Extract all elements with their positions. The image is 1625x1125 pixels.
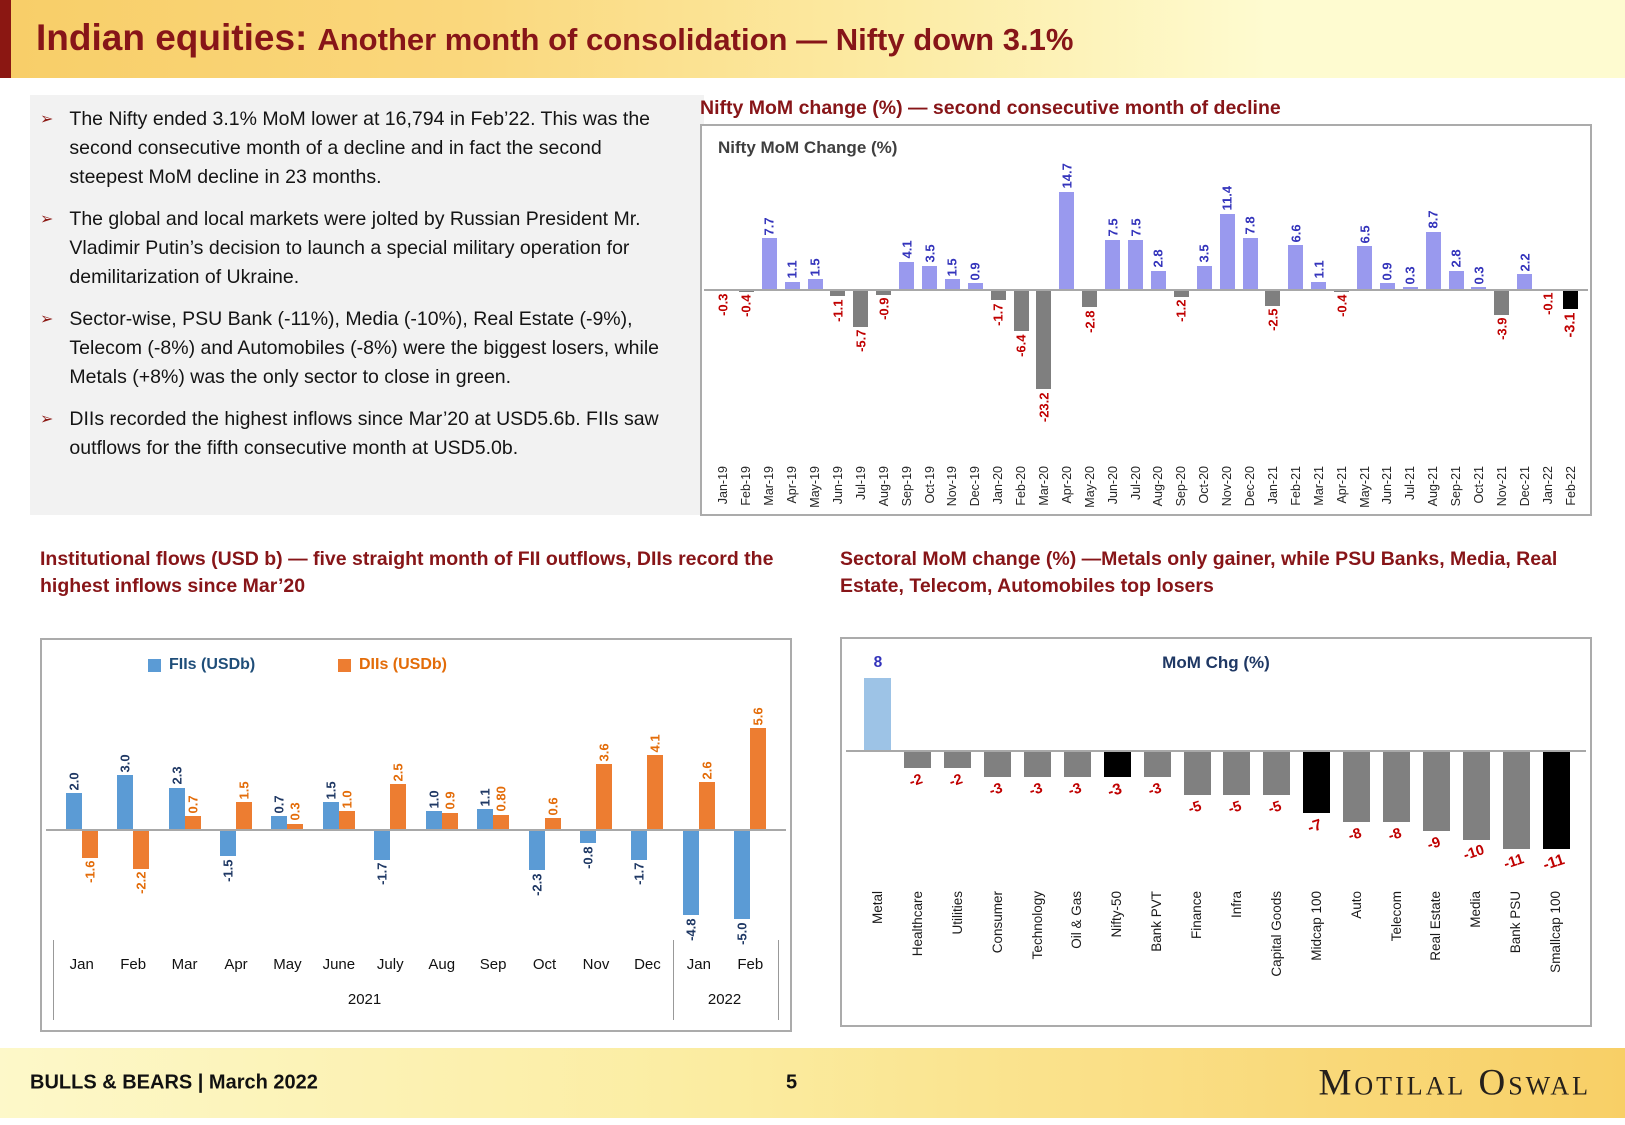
x-axis-label: Finance: [1189, 891, 1205, 940]
bar-value-label: -11: [1541, 851, 1567, 874]
nifty-chart-header: Nifty MoM change (%) — second consecutive month of decline: [700, 97, 1281, 119]
x-axis-label: Dec-20: [1243, 466, 1258, 507]
nifty-chart-title: Nifty MoM Change (%): [718, 138, 898, 157]
bar-value-label: -7: [1305, 816, 1324, 837]
bar: [1311, 282, 1326, 289]
bar: [1036, 289, 1051, 389]
arrow-bullet-icon: ➢: [40, 211, 54, 228]
sector-chart-title: MoM Chg (%): [1162, 653, 1270, 672]
bar-value-label: 1.0: [426, 789, 442, 808]
bullet-item: [40, 405, 668, 463]
bar-value-label: -3: [1026, 780, 1045, 800]
bar: [1423, 750, 1450, 831]
bar-value-label: 2.0: [66, 771, 82, 790]
x-axis-label: Dec-21: [1517, 466, 1532, 507]
bar-value-label: -5: [1186, 798, 1204, 818]
x-axis-label: Mar-21: [1311, 466, 1326, 506]
x-axis-label: May: [273, 956, 302, 973]
bar-value-label: -2.3: [529, 873, 545, 896]
x-axis-label: Bank PVT: [1149, 891, 1165, 952]
bar-value-label: 8.7: [1425, 210, 1441, 229]
x-axis-label: Auto: [1348, 891, 1364, 919]
year-group-label: 2021: [347, 991, 382, 1008]
bar-value-label: -2.8: [1082, 310, 1098, 333]
bullet-text: The global and local markets were jolted by Russian President Mr. Vladimir Putin’s decision to launch a special military operation for demilitarization of Ukraine.: [69, 208, 641, 288]
bar-value-label: -1.2: [1173, 299, 1189, 323]
x-axis-label: Apr-20: [1059, 466, 1074, 504]
x-axis-label: Capital Goods: [1268, 891, 1284, 977]
x-axis-label: Sep: [479, 956, 507, 973]
x-axis-label: Feb-22: [1563, 466, 1578, 506]
bar-value-label: 7.5: [1105, 218, 1121, 237]
bar: [66, 793, 82, 829]
bullet-text: Sector-wise, PSU Bank (-11%), Media (-10%), Real Estate (-9%), Telecom (-8%) and Automobiles (-8%) were the biggest losers, while Metals (+8%) was the only sector to close in green.: [69, 308, 659, 388]
bar-value-label: 2.2: [1517, 253, 1533, 272]
bar: [1197, 266, 1212, 289]
x-axis-label: May-21: [1357, 466, 1372, 508]
bar-value-label: -0.4: [738, 294, 754, 318]
bar: [1543, 750, 1570, 849]
x-axis-label: Jul-20: [1128, 466, 1143, 501]
x-axis-label: Oct-21: [1471, 466, 1486, 504]
report-name: BULLS & BEARS | March 2022: [30, 1071, 318, 1094]
x-axis-label: Mar-19: [762, 466, 777, 506]
page-title-sub: Another month of consolidation — Nifty down 3.1%: [317, 22, 1074, 57]
bar-value-label: -9: [1425, 834, 1443, 854]
x-axis-label: Nov-20: [1220, 466, 1235, 507]
bar: [1517, 274, 1532, 289]
x-axis-label: Nov-19: [945, 466, 960, 507]
x-axis-label: Apr-19: [785, 466, 800, 504]
bar-value-label: -1.7: [990, 303, 1006, 326]
bar: [1059, 192, 1074, 289]
corner-accent: [0, 0, 11, 78]
bar-value-label: 5.6: [750, 707, 766, 726]
x-axis-label: Aug-19: [876, 466, 891, 507]
x-axis-label: Metal: [869, 891, 885, 925]
bar: [323, 802, 339, 829]
bar-value-label: -0.3: [715, 293, 731, 317]
bar: [220, 829, 236, 856]
bar: [1357, 246, 1372, 289]
bar: [1463, 750, 1490, 840]
bar: [904, 750, 931, 768]
x-axis-label: Nifty-50: [1109, 891, 1125, 938]
bar-value-label: -0.9: [876, 297, 892, 321]
bar-value-label: 0.3: [287, 802, 303, 821]
bar-value-label: -5: [1226, 798, 1244, 818]
bar: [1265, 289, 1280, 306]
bar-value-label: -1.6: [82, 860, 98, 884]
bar: [529, 829, 545, 870]
bar: [169, 788, 185, 829]
x-axis-label: Infra: [1228, 891, 1244, 919]
bar-value-label: 3.6: [596, 743, 612, 762]
bar: [1243, 238, 1258, 289]
bar-value-label: -1.7: [374, 862, 390, 885]
bar: [390, 784, 406, 829]
institutional-flows-chart: [40, 638, 792, 1032]
bar: [82, 829, 98, 858]
bar-value-label: 3.5: [1196, 244, 1212, 263]
bar-value-label: 7.8: [1242, 216, 1258, 235]
bar-value-label: 1.1: [1311, 260, 1327, 279]
bar-value-label: -3: [1146, 780, 1164, 800]
bar-value-label: -0.1: [1540, 292, 1556, 316]
bar-value-label: -5.0: [734, 922, 750, 945]
bar-value-label: -3: [1066, 780, 1084, 800]
bar-value-label: -5: [1266, 798, 1284, 818]
bar-value-label: -8: [1385, 825, 1404, 845]
bar-value-label: 7.5: [1128, 218, 1144, 237]
bar: [1288, 245, 1303, 289]
bar: [631, 829, 647, 860]
bar-value-label: 3.5: [922, 244, 937, 263]
page-title: [36, 13, 1073, 71]
bar-value-label: -2: [947, 771, 965, 791]
x-axis-label: Dec: [634, 956, 661, 973]
bar: [899, 262, 914, 289]
bar: [493, 815, 509, 829]
bar: [853, 289, 868, 327]
bar: [1144, 750, 1171, 777]
x-axis-label: Jun-19: [830, 466, 845, 505]
bar: [762, 238, 777, 289]
bar: [984, 750, 1011, 777]
sector-chart-header: Sectoral MoM change (%) —Metals only gainer, while PSU Banks, Media, Real Estate, Telecom, Automobiles top losers: [840, 548, 1558, 597]
bar: [442, 813, 458, 829]
bullet-item: [40, 105, 668, 192]
bar: [1449, 271, 1464, 289]
page-title-main: Indian equities:: [36, 17, 308, 58]
x-axis-label: Aug: [428, 956, 456, 973]
x-axis-label: Sep-21: [1449, 466, 1464, 507]
bar-value-label: -6.4: [1013, 334, 1029, 357]
x-axis-label: Jan-22: [1540, 466, 1555, 505]
bar: [1220, 214, 1235, 289]
arrow-bullet-icon: ➢: [40, 311, 54, 328]
bar-value-label: 1.1: [477, 788, 493, 807]
x-axis-label: Oil & Gas: [1069, 891, 1085, 949]
motilal-oswal-logo: Motilal Oswal: [1318, 1062, 1591, 1104]
bar: [1426, 232, 1441, 289]
bar: [699, 782, 715, 829]
bar-value-label: 0.9: [967, 261, 983, 281]
bar-value-label: 1.1: [784, 260, 800, 279]
bar-value-label: 2.3: [169, 766, 185, 785]
bar-value-label: 1.5: [807, 258, 823, 277]
bar: [734, 829, 750, 919]
bar: [1383, 750, 1410, 822]
year-group-label: 2022: [707, 991, 742, 1008]
bullet-text: The Nifty ended 3.1% MoM lower at 16,794 in Feb’22. This was the second consecutive month of a decline and in fact the second steepest MoM decline in 23 months.: [69, 108, 651, 188]
x-axis-label: June: [322, 956, 356, 973]
bar-value-label: -11: [1502, 851, 1527, 873]
zero-axis-line: [704, 289, 1588, 291]
bar: [1563, 289, 1578, 309]
x-axis-label: Jan-19: [716, 466, 731, 505]
bar: [374, 829, 390, 860]
sector-plot-area: [842, 639, 1590, 1025]
flows-plot-area: [42, 640, 790, 1030]
bar-value-label: 2.6: [699, 761, 715, 780]
footer-bar: [0, 1048, 1625, 1118]
bar: [1064, 750, 1091, 777]
x-axis-label: Sep-19: [899, 466, 914, 507]
flows-chart-header: Institutional flows (USD b) — five straight month of FII outflows, DIIs record the highest inflows since Mar’20: [40, 548, 774, 597]
x-axis-label: Healthcare: [909, 891, 925, 957]
bar: [1223, 750, 1250, 795]
bullet-item: [40, 205, 668, 292]
bar-value-label: -2.5: [1265, 308, 1281, 331]
bar: [1105, 240, 1120, 290]
bar: [1104, 750, 1131, 777]
dii-legend-label: DIIs (USDb): [359, 656, 447, 673]
bar-value-label: -23.2: [1036, 392, 1052, 422]
bar: [1303, 750, 1330, 813]
bar-value-label: -2: [907, 771, 925, 791]
bar: [1263, 750, 1290, 795]
bar-value-label: 2.5: [390, 762, 406, 781]
bar: [1151, 271, 1166, 289]
bullet-text: DIIs recorded the highest inflows since Mar’20 at USD5.6b. FIIs saw outflows for the fifth consecutive month at USD5.0b.: [69, 408, 659, 459]
bar: [117, 775, 133, 829]
x-axis-label: Real Estate: [1428, 891, 1444, 961]
bar-value-label: 14.7: [1059, 163, 1075, 189]
bar-value-label: 8: [873, 654, 883, 671]
x-axis-label: Feb-19: [739, 466, 754, 506]
x-axis-label: May-20: [1082, 466, 1097, 508]
x-axis-label: Jun-20: [1105, 466, 1120, 505]
bar-value-label: 0.7: [271, 795, 287, 814]
bar-value-label: -0.4: [1334, 294, 1350, 318]
bar-value-label: 1.5: [323, 780, 339, 799]
x-axis-label: July: [376, 956, 404, 973]
x-axis-label: Aug-21: [1426, 466, 1441, 507]
bar: [236, 802, 252, 829]
zero-axis-line: [46, 829, 786, 831]
bar-value-label: 0.3: [1402, 265, 1418, 285]
x-axis-label: Jul-21: [1403, 466, 1418, 501]
bullets-panel: [30, 95, 704, 515]
x-axis-label: Feb: [737, 956, 764, 973]
bar-value-label: 1.0: [339, 789, 355, 808]
bar-value-label: -3.9: [1494, 317, 1510, 341]
x-axis-label: Nov: [582, 956, 610, 973]
axis-separator-line: [778, 940, 779, 1020]
bar-value-label: -3.1: [1562, 312, 1579, 338]
x-axis-label: Feb-21: [1288, 466, 1303, 506]
bar: [133, 829, 149, 869]
bar-value-label: 11.4: [1219, 186, 1235, 211]
x-axis-label: Oct-20: [1197, 466, 1212, 504]
bar-value-label: -3: [1105, 780, 1125, 801]
bar: [945, 279, 960, 289]
x-axis-label: Midcap 100: [1308, 891, 1324, 961]
x-axis-label: Jan-20: [991, 466, 1006, 505]
x-axis-label: Mar-20: [1036, 466, 1051, 506]
bar-value-label: 0.80: [493, 786, 509, 812]
bar: [647, 755, 663, 829]
bar-value-label: 1.5: [236, 780, 252, 799]
x-axis-label: Oct-19: [922, 466, 937, 504]
bar-value-label: -10: [1461, 842, 1487, 864]
x-axis-label: Media: [1468, 891, 1484, 928]
bar: [944, 750, 971, 768]
bar: [922, 266, 937, 289]
x-axis-label: Apr: [224, 956, 248, 973]
x-axis-label: Jun-21: [1380, 466, 1395, 505]
bar-value-label: 1.5: [944, 258, 960, 277]
x-axis-label: Bank PSU: [1508, 891, 1524, 954]
x-axis-label: Dec-19: [968, 466, 983, 507]
bar: [750, 728, 766, 829]
x-axis-label: Technology: [1029, 891, 1045, 960]
x-axis-label: Jan-21: [1265, 466, 1280, 505]
bar-value-label: 6.5: [1357, 225, 1372, 244]
x-axis-label: Apr-21: [1334, 466, 1349, 504]
bar-value-label: -4.8: [683, 918, 699, 941]
bar: [808, 279, 823, 289]
bar: [426, 811, 442, 829]
bar-value-label: 4.1: [647, 734, 663, 753]
bar: [1343, 750, 1370, 822]
bullet-item: [40, 305, 668, 392]
x-axis-label: Feb-20: [1014, 466, 1029, 506]
x-axis-label: Smallcap 100: [1548, 891, 1564, 973]
bar-value-label: -0.8: [580, 846, 596, 869]
x-axis-label: Jan: [69, 956, 94, 973]
bar: [1024, 750, 1051, 777]
bar: [271, 816, 287, 829]
bar: [1014, 289, 1029, 331]
bar-value-label: 6.6: [1288, 224, 1304, 243]
bar: [1494, 289, 1509, 315]
bar-value-label: 2.8: [1448, 249, 1464, 268]
x-axis-label: Consumer: [989, 891, 1005, 954]
fii-legend-label: FIIs (USDb): [169, 656, 256, 673]
x-axis-label: Utilities: [949, 891, 965, 935]
bar: [185, 816, 201, 829]
sector-mom-chart: [840, 637, 1592, 1027]
bar-value-label: -3: [986, 780, 1005, 800]
x-axis-label: Aug-20: [1151, 466, 1166, 507]
bar-value-label: -2.2: [133, 871, 149, 894]
nifty-plot-area: [702, 126, 1590, 514]
page-number: 5: [786, 1071, 798, 1094]
bar: [339, 811, 355, 829]
bar: [477, 809, 493, 829]
x-axis-label: Nov-21: [1494, 466, 1509, 507]
bar: [596, 764, 612, 829]
bar: [545, 818, 561, 829]
x-axis-label: Sep-20: [1174, 466, 1189, 507]
bar-value-label: 0.3: [1471, 265, 1487, 285]
nifty-mom-chart: [700, 124, 1592, 516]
bar: [580, 829, 596, 843]
bar-value-label: -1.7: [631, 862, 647, 885]
x-axis-label: Telecom: [1388, 891, 1404, 942]
bar-value-label: -1.5: [220, 859, 236, 882]
bar: [1184, 750, 1211, 795]
x-axis-label: Mar: [171, 956, 198, 973]
x-axis-label: Oct: [532, 956, 557, 973]
x-axis-label: May-19: [808, 466, 823, 508]
bar-value-label: 0.7: [185, 795, 201, 814]
axis-separator-line: [673, 940, 674, 1020]
bar: [785, 282, 800, 289]
bar-value-label: 0.6: [545, 797, 561, 816]
bar-value-label: -5.7: [853, 329, 869, 353]
bar-value-label: 0.9: [442, 791, 458, 810]
bar-value-label: 7.7: [761, 217, 777, 236]
zero-axis-line: [846, 750, 1586, 752]
x-axis-label: Feb: [120, 956, 147, 973]
bar: [864, 678, 891, 750]
bar-value-label: 0.9: [1379, 261, 1395, 281]
bar: [1503, 750, 1530, 849]
bar-value-label: -8: [1346, 825, 1364, 845]
axis-separator-line: [53, 940, 54, 1020]
bar-value-label: 3.0: [117, 753, 133, 772]
bar: [1128, 240, 1143, 290]
bar-value-label: 4.1: [899, 240, 915, 259]
x-axis-label: Jul-19: [853, 466, 868, 501]
arrow-bullet-icon: ➢: [40, 411, 54, 428]
bar-value-label: 2.8: [1150, 249, 1166, 268]
bar-value-label: -1.1: [830, 299, 846, 322]
bar: [683, 829, 699, 915]
x-axis-label: Jan: [686, 956, 711, 973]
bar: [1082, 289, 1097, 307]
arrow-bullet-icon: ➢: [40, 111, 54, 128]
